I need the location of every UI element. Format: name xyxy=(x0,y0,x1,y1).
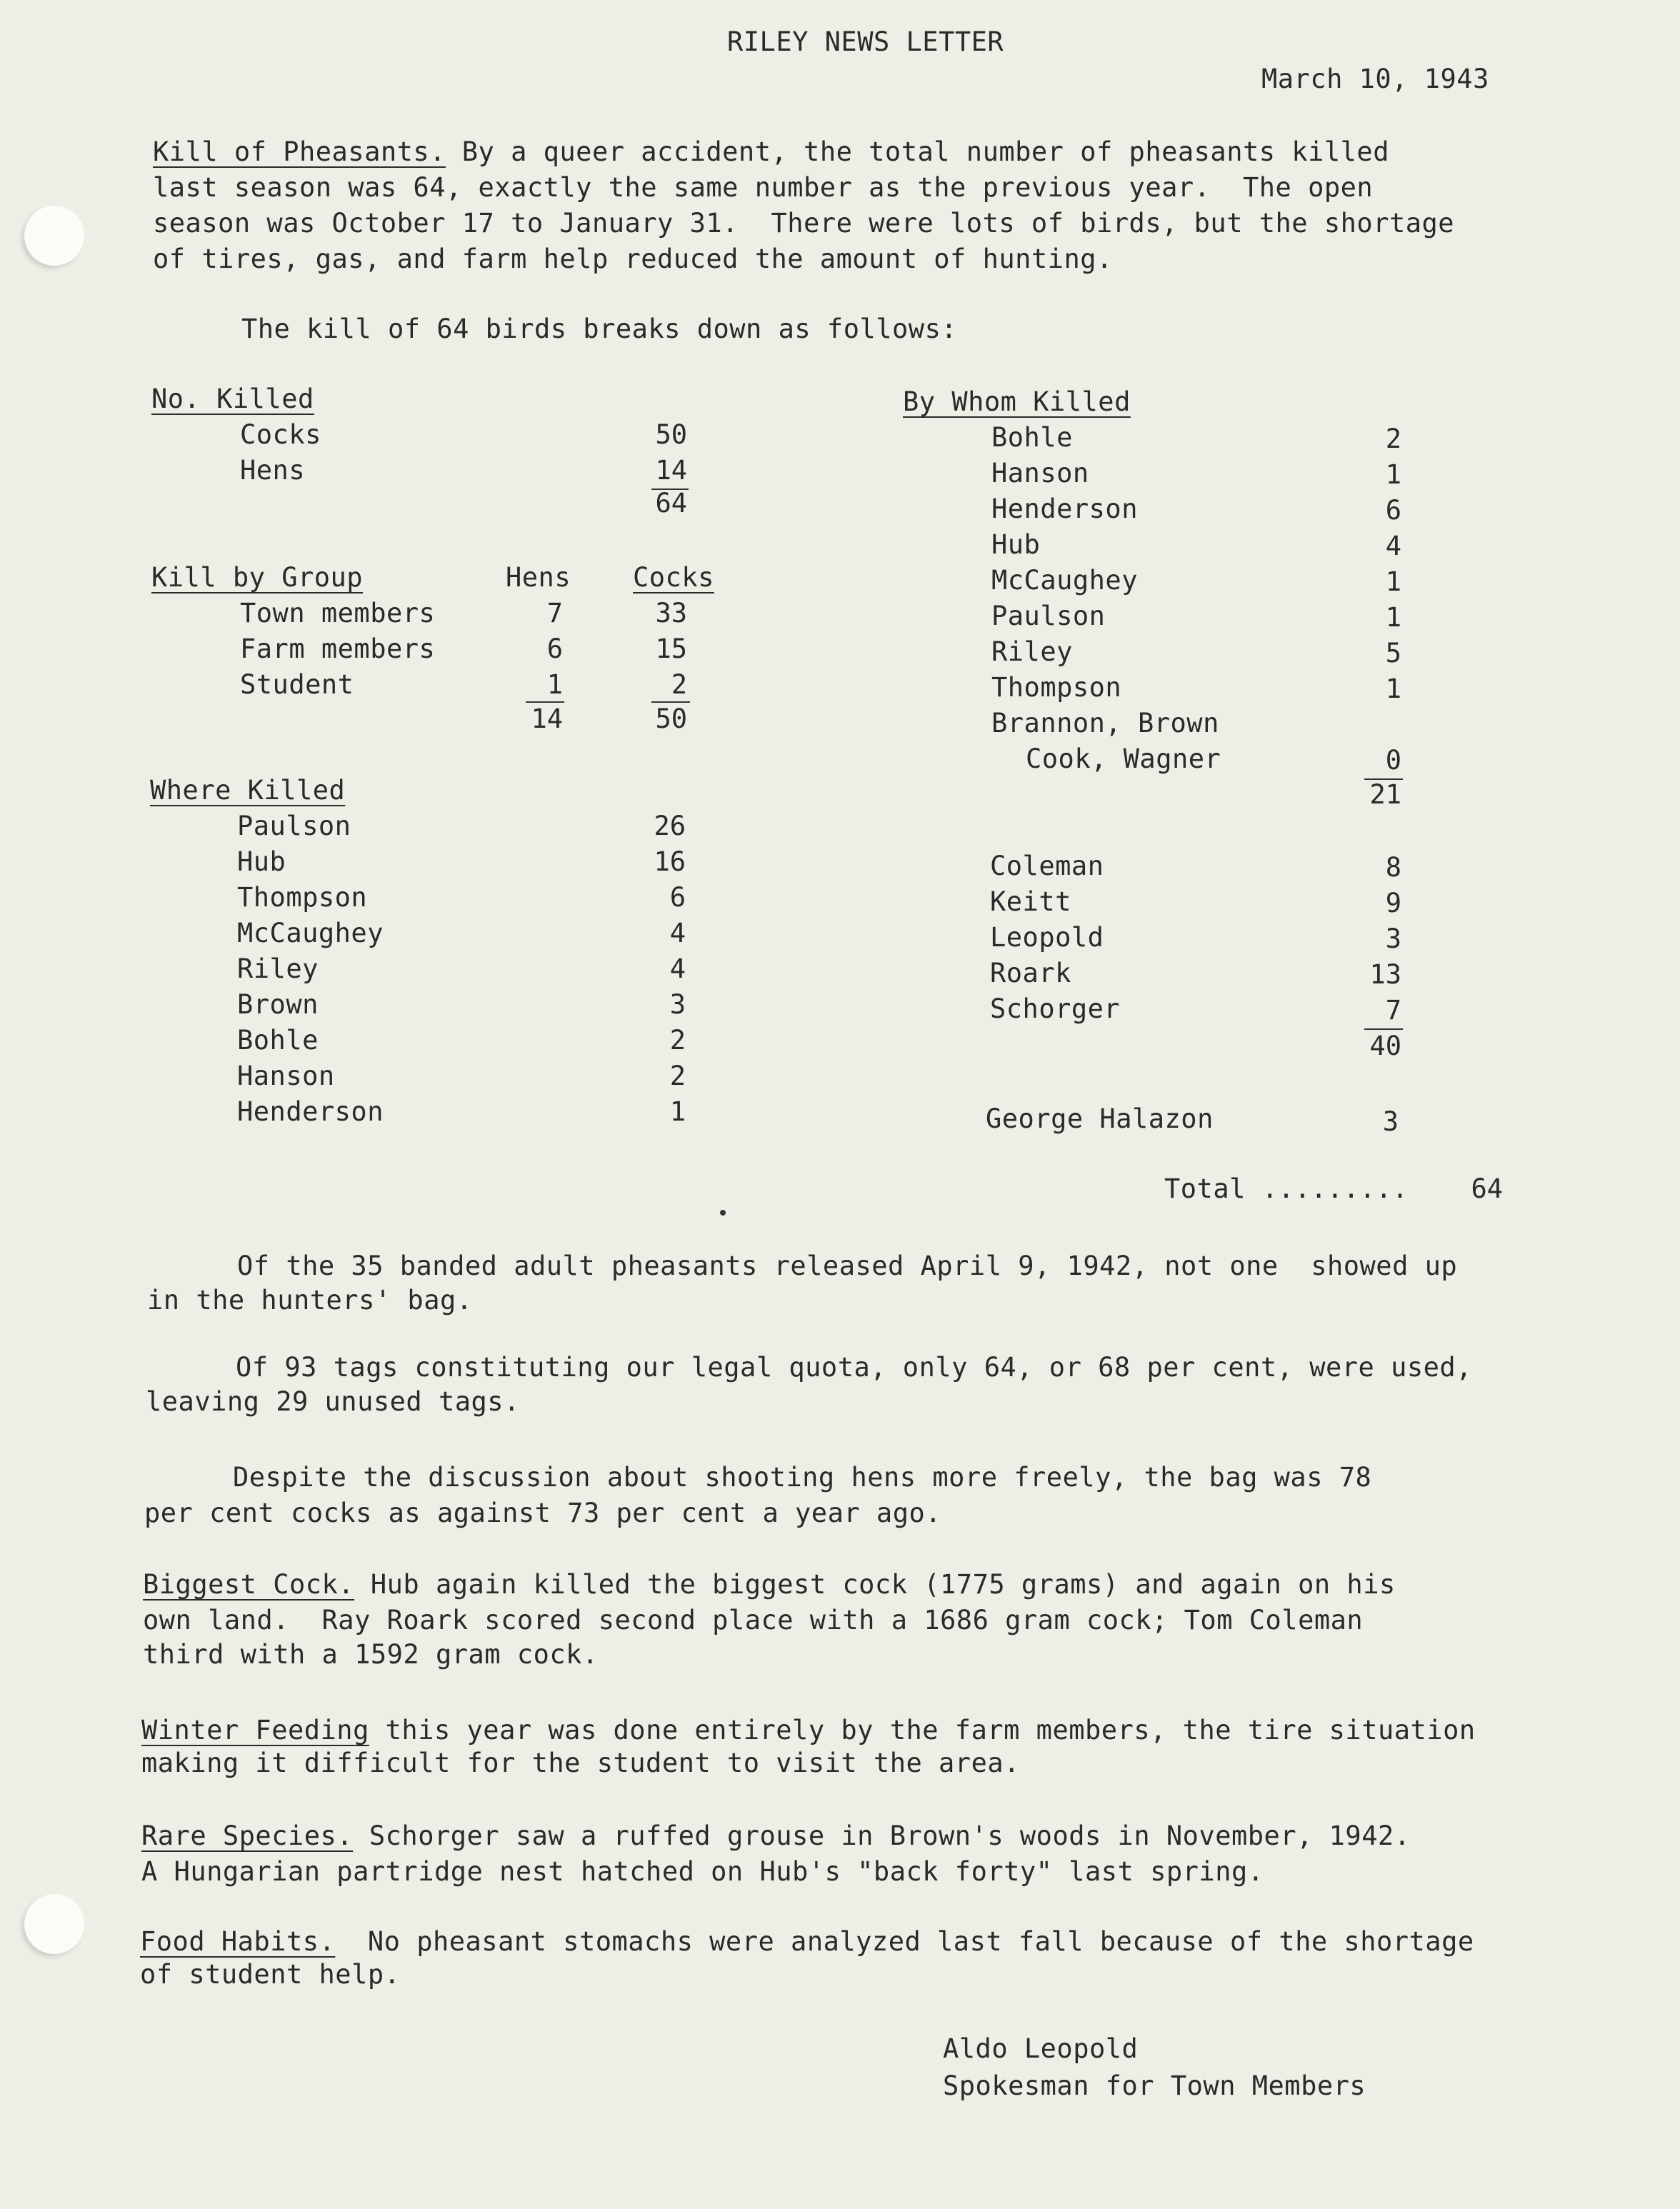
where-mccaughey-value: 4 xyxy=(669,918,686,948)
winter-line-2: making it difficult for the student to visit the area. xyxy=(141,1748,1020,1778)
hens-line-2: per cent cocks as against 73 per cent a year ago. xyxy=(144,1498,942,1528)
grand-total-value: 64 xyxy=(1471,1173,1503,1204)
whom-bohle-label: Bohle xyxy=(991,422,1073,453)
group-student-cocks: 2 xyxy=(671,669,687,700)
biggest-line-1: Biggest Cock. Hub again killed the biggest cock (1775 grams) and again on his xyxy=(143,1569,1396,1600)
biggest-cock-heading: Biggest Cock. xyxy=(143,1569,355,1600)
whom-roark-value: 13 xyxy=(1369,959,1401,990)
whom-henderson-label: Henderson xyxy=(991,494,1138,524)
where-riley-label: Riley xyxy=(237,953,319,984)
where-thompson-label: Thompson xyxy=(237,882,368,913)
intro-line-2: last season was 64, exactly the same number as the previous year. The open xyxy=(153,172,1374,203)
whom-keitt-value: 9 xyxy=(1385,888,1401,918)
food-line-1: Food Habits. No pheasant stomachs were analyzed last fall because of the shortage xyxy=(140,1926,1474,1957)
where-hub-label: Hub xyxy=(237,846,286,877)
whom-leopold-label: Leopold xyxy=(990,922,1104,953)
whom-henderson-value: 6 xyxy=(1385,495,1401,526)
whom-hanson-value: 1 xyxy=(1385,459,1401,490)
whom-schorger-value: 7 xyxy=(1385,995,1401,1026)
whom-extra-line-2: Cook, Wagner xyxy=(1026,743,1221,774)
rare-species-heading: Rare Species. xyxy=(141,1820,354,1851)
whom-group2-total: 40 xyxy=(1369,1031,1401,1061)
group-town-cocks: 33 xyxy=(655,598,687,628)
whom-extra-value: 0 xyxy=(1385,745,1401,776)
no-killed-cocks-value: 50 xyxy=(655,419,687,450)
whom-mccaughey-label: McCaughey xyxy=(991,565,1138,596)
whom-hub-value: 4 xyxy=(1385,531,1401,561)
food-habits-heading: Food Habits. xyxy=(140,1926,336,1957)
group-farm-cocks: 15 xyxy=(655,633,687,664)
signature-role: Spokesman for Town Members xyxy=(943,2070,1366,2101)
kill-by-group-cocks-header: Cocks xyxy=(633,562,714,593)
no-killed-hens-value: 14 xyxy=(655,455,687,486)
where-thompson-value: 6 xyxy=(669,882,686,913)
tags-line-2: leaving 29 unused tags. xyxy=(146,1386,520,1417)
whom-leopold-value: 3 xyxy=(1385,923,1401,954)
where-bohle-value: 2 xyxy=(669,1025,686,1056)
group-town-hens: 7 xyxy=(546,598,563,628)
punch-hole-top xyxy=(24,206,84,266)
whom-thompson-label: Thompson xyxy=(991,672,1122,703)
where-hub-value: 16 xyxy=(654,846,686,877)
whom-paulson-value: 1 xyxy=(1385,602,1401,633)
kill-of-pheasants-heading: Kill of Pheasants. xyxy=(153,136,446,167)
breakdown-line: The kill of 64 birds breaks down as follows: xyxy=(241,314,958,344)
where-killed-heading: Where Killed xyxy=(150,775,346,806)
group-cocks-total: 50 xyxy=(655,703,687,734)
intro-line-4: of tires, gas, and farm help reduced the amount of hunting. xyxy=(153,244,1113,274)
group-student-hens: 1 xyxy=(546,669,563,700)
ink-speck xyxy=(720,1210,726,1216)
no-killed-hens-label: Hens xyxy=(240,455,306,486)
biggest-line-3: third with a 1592 gram cock. xyxy=(143,1639,599,1670)
group-student-label: Student xyxy=(240,669,354,700)
where-riley-value: 4 xyxy=(669,953,686,984)
where-henderson-label: Henderson xyxy=(237,1096,384,1127)
whom-bohle-value: 2 xyxy=(1385,424,1401,454)
where-henderson-value: 1 xyxy=(669,1096,686,1127)
whom-coleman-label: Coleman xyxy=(990,851,1104,881)
whom-hub-label: Hub xyxy=(991,529,1041,560)
where-hanson-value: 2 xyxy=(669,1061,686,1091)
where-brown-value: 3 xyxy=(669,989,686,1020)
whom-coleman-value: 8 xyxy=(1385,852,1401,883)
group-hens-total: 14 xyxy=(531,703,563,734)
where-hanson-label: Hanson xyxy=(237,1061,335,1091)
rare-line-2: A Hungarian partridge nest hatched on Hub's "back forty" last spring. xyxy=(141,1856,1264,1887)
whom-riley-label: Riley xyxy=(991,636,1073,667)
whom-mccaughey-value: 1 xyxy=(1385,566,1401,597)
whom-schorger-label: Schorger xyxy=(990,993,1121,1024)
punch-hole-bottom xyxy=(24,1894,84,1954)
group-farm-label: Farm members xyxy=(240,633,436,664)
whom-paulson-label: Paulson xyxy=(991,601,1106,631)
intro-line-3: season was October 17 to January 31. There were lots of birds, but the shortage xyxy=(153,208,1455,239)
food-line-2: of student help. xyxy=(140,1959,401,1990)
banded-line-1: Of the 35 banded adult pheasants released April 9, 1942, not one showed up xyxy=(237,1251,1458,1281)
newsletter-title: RILEY NEWS LETTER xyxy=(727,26,1004,57)
whom-hanson-label: Hanson xyxy=(991,458,1089,489)
where-paulson-value: 26 xyxy=(654,811,686,841)
whom-roark-label: Roark xyxy=(990,958,1071,988)
whom-riley-value: 5 xyxy=(1385,638,1401,668)
banded-line-2: in the hunters' bag. xyxy=(147,1285,473,1316)
no-killed-cocks-label: Cocks xyxy=(240,419,321,450)
winter-line-1: Winter Feeding this year was done entirely by the farm members, the tire situation xyxy=(141,1715,1476,1745)
whom-thompson-value: 1 xyxy=(1385,673,1401,704)
whom-extra-line-1: Brannon, Brown xyxy=(991,708,1219,738)
group-farm-hens: 6 xyxy=(546,633,563,664)
intro-line-1: Kill of Pheasants. By a queer accident, the total number of pheasants killed xyxy=(153,136,1389,167)
whom-halazon-value: 3 xyxy=(1382,1106,1399,1137)
newsletter-date: March 10, 1943 xyxy=(1261,64,1489,94)
tags-line-1: Of 93 tags constituting our legal quota, only 64, or 68 per cent, were used, xyxy=(236,1352,1472,1383)
winter-feeding-heading: Winter Feeding xyxy=(141,1715,369,1745)
where-paulson-label: Paulson xyxy=(237,811,351,841)
rare-line-1: Rare Species. Schorger saw a ruffed grouse in Brown's woods in November, 1942. xyxy=(141,1820,1411,1851)
kill-by-group-heading: Kill by Group xyxy=(151,562,364,593)
where-brown-label: Brown xyxy=(237,989,319,1020)
whom-group1-total: 21 xyxy=(1369,779,1401,810)
no-killed-heading: No. Killed xyxy=(151,384,314,414)
hens-line-1: Despite the discussion about shooting hens more freely, the bag was 78 xyxy=(233,1462,1372,1493)
signature-name: Aldo Leopold xyxy=(943,2033,1139,2064)
no-killed-total: 64 xyxy=(655,488,687,519)
by-whom-heading: By Whom Killed xyxy=(903,386,1131,417)
where-bohle-label: Bohle xyxy=(237,1025,319,1056)
grand-total-label: Total ......... xyxy=(1164,1173,1409,1204)
whom-keitt-label: Keitt xyxy=(990,886,1071,917)
whom-halazon-label: George Halazon xyxy=(986,1103,1214,1134)
biggest-line-2: own land. Ray Roark scored second place with a 1686 gram cock; Tom Coleman xyxy=(143,1605,1364,1636)
where-mccaughey-label: McCaughey xyxy=(237,918,384,948)
kill-by-group-hens-header: Hens xyxy=(506,562,571,593)
group-town-label: Town members xyxy=(240,598,436,628)
